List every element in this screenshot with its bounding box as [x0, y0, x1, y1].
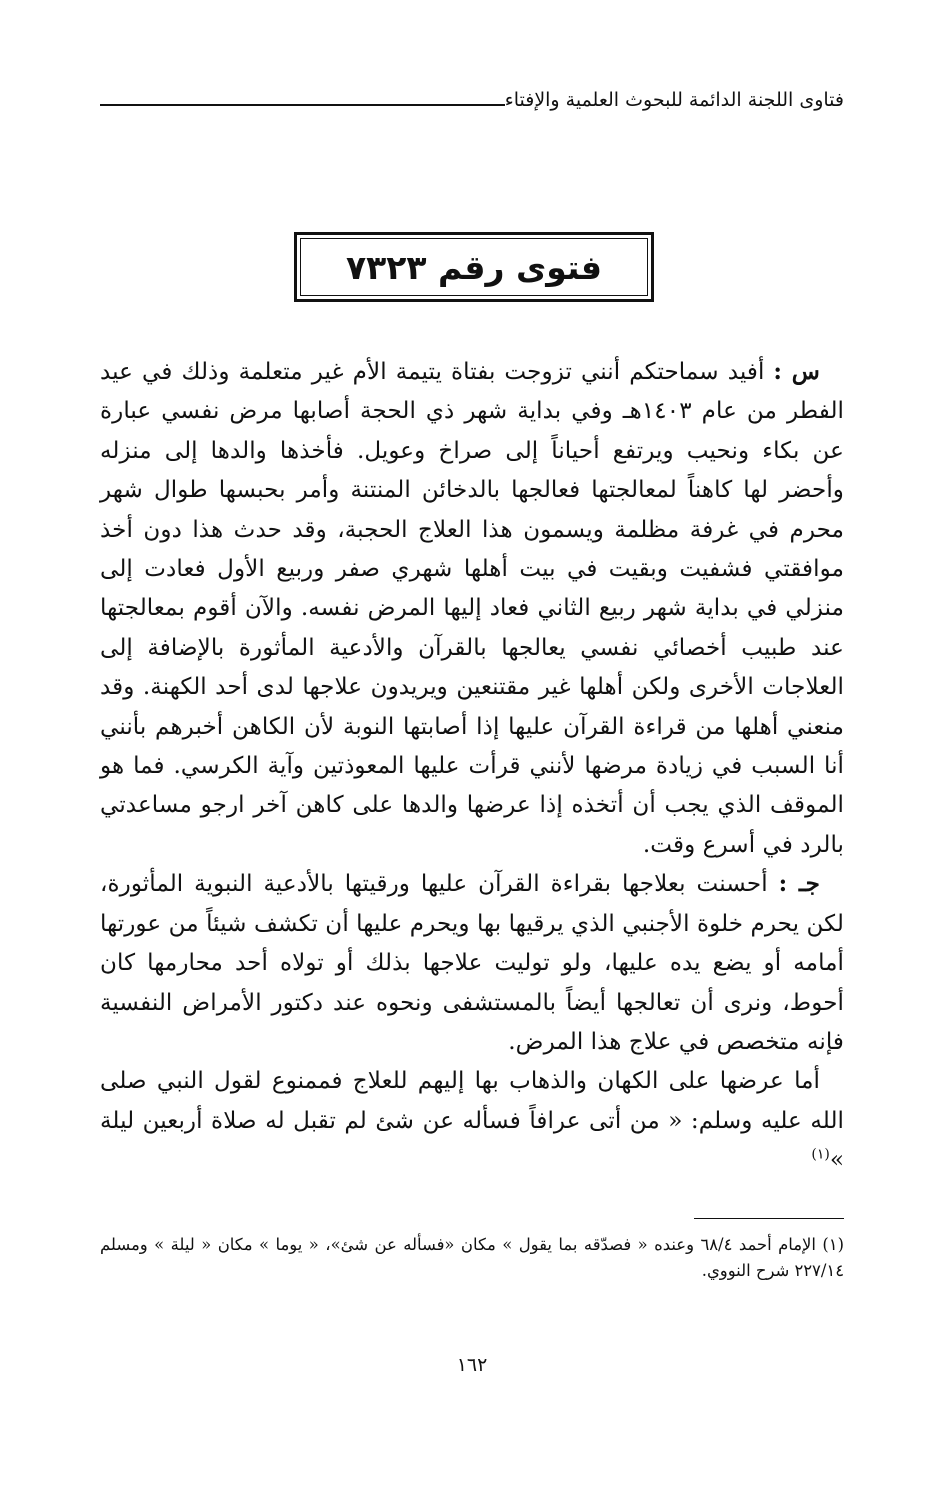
page-number: ١٦٢ [456, 1354, 488, 1376]
running-header [100, 78, 844, 112]
fatwa-body [100, 352, 844, 1180]
question-paragraph [100, 352, 844, 864]
running-header-rule [100, 104, 505, 106]
fatwa-title: فتوى رقم ٧٣٢٣ [345, 247, 603, 287]
question-label: س : [773, 358, 821, 385]
answer-text: أحسنت بعلاجها بقراءة القرآن عليها ورقيتها بالأدعية النبوية المأثورة، لكن يحرم خلوة الأجنبي الذي يرقيها بها ويحرم عليها أن تكشف شيئاً من عورتها أمامه أو يضع يده عليها، ولو توليت علاجها بذلك أو تولاه أحد محارمها كان أحوط، ونرى أن تعالجها أيضاً بالمستشفى ونحوه عند دكتور الأمراض النفسية فإنه متخصص في علاج هذا المرض. [100, 870, 844, 1055]
answer-paragraph-2 [100, 1061, 844, 1179]
answer-paragraph [100, 864, 844, 1061]
footnote-reference: (١) [811, 1146, 830, 1163]
footnotes [100, 1232, 844, 1284]
footnote-1: (١) الإمام أحمد ٦٨/٤ وعنده « فصدّقه بما يقول » مكان «فسأله عن شئ»، « يوما » مكان « ليلة » ومسلم ٢٢٧/١٤ شرح النووي. [100, 1235, 844, 1280]
footnote-separator [694, 1218, 844, 1219]
answer-label: جـ : [778, 870, 821, 898]
answer-text-2: أما عرضها على الكهان والذهاب بها إليهم للعلاج فممنوع لقول النبي صلى الله عليه وسلم: « من أتى عرافاً فسأله عن شئ لم تقبل له صلاة أربعين ليلة » [100, 1067, 844, 1174]
running-header-title: فتاوى اللجنة الدائمة للبحوث العلمية والإفتاء [504, 89, 844, 111]
question-text: أفيد سماحتكم أنني تزوجت بفتاة يتيمة الأم غير متعلمة وذلك في عيد الفطر من عام ١٤٠٣هـ وفي بداية شهر ذي الحجة أصابها مرض نفسي عبارة عن بكاء ونحيب ويرتفع أحياناً إلى صراخ وعويل. فأخذها والدها إلى منزله وأحضر لها كاهناً لمعالجتها فعالجها بالدخائن المنتنة وأمر بحبسها طوال شهر محرم في غرفة مظلمة ويسمون هذا العلاج الحجبة، وقد حدث هذا دون أخذ موافقتي فشفيت وبقيت في بيت أهلها شهري صفر وربيع الأول فعادت إلى منزلي في بداية شهر ربيع الثاني فعاد إليها المرض نفسه. والآن أقوم بمعالجتها عند طبيب أخصائي نفسي يعالجها بالقرآن والأدعية المأثورة بالإضافة إلى العلاجات الأخرى ولكن أهلها غير مقتنعين ويريدون علاجها لدى أحد الكهنة. وقد منعني أهلها من قراءة القرآن عليها إذا أصابتها النوبة لأن الكاهن أخبرهم بأنني أنا السبب في زيادة مرضها لأنني قرأت عليها المعوذتين وآية الكرسي. فما هو الموقف الذي يجب أن أتخذه إذا عرضها والدها على كاهن آخر ارجو مساعدتي بالرد في أسرع وقت. [100, 358, 844, 858]
fatwa-title-box [294, 232, 654, 302]
